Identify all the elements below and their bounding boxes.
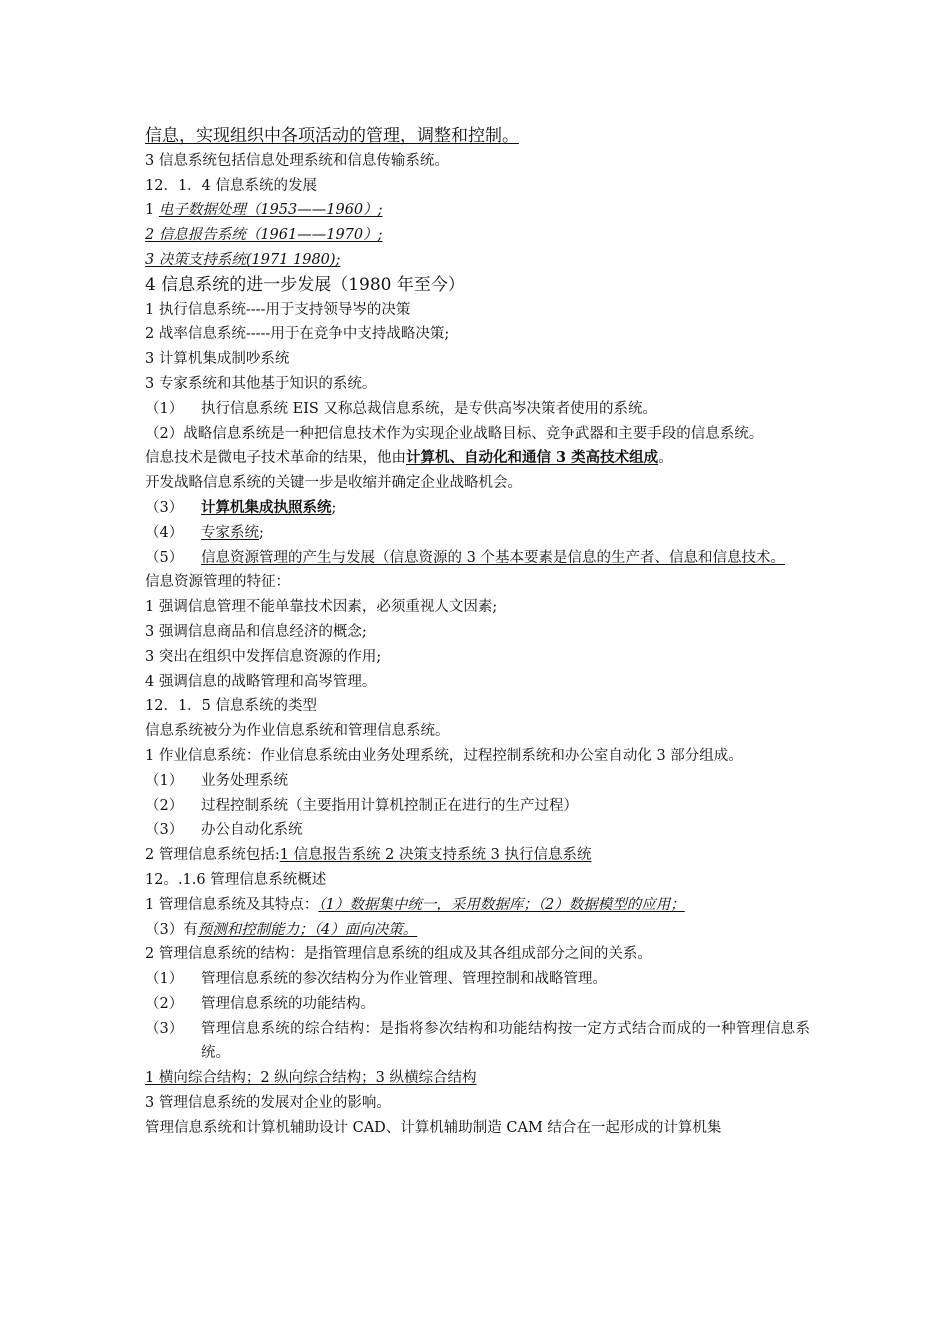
text-line: 4 强调信息的战略管理和高岑管理。 xyxy=(145,673,377,690)
item-text: 业务处理系统 xyxy=(201,772,288,789)
item-text: 信息资源管理的产生与发展（信息资源的 3 个基本要素是信息的生产者、信息和信息技术。 xyxy=(201,549,785,566)
item-number: （5） xyxy=(145,549,184,566)
text-line: 信息系统被分为作业信息系统和管理信息系统。 xyxy=(145,723,450,740)
text-line: 信息，实现组织中各项活动的管理，调整和控制。 xyxy=(145,126,519,146)
text-line: 1 强调信息管理不能单靠技术因素，必须重视人文因素; xyxy=(145,599,498,616)
text-span: 。 xyxy=(658,450,673,467)
text-line xyxy=(145,893,810,918)
item-text: 管理信息系统的综合结构：是指将参次结构和功能结构按一定方式结合而成的一种管理信息系统。 xyxy=(201,1020,810,1062)
text-span: ; xyxy=(331,499,337,516)
text-line: 3 管理信息系统的发展对企业的影响。 xyxy=(145,1095,391,1112)
paragraph: （2）战略信息系统是一种把信息技术作为实现企业战略目标、竞争武器和主要手段的信息系统。 xyxy=(145,425,764,442)
text-line: 4 信息系统的进一步发展（1980 年至今） xyxy=(145,274,465,295)
text-span: （3）有 xyxy=(145,921,198,938)
text-line: 2 战率信息系统-----用于在竞争中支持战略决策; xyxy=(145,326,450,343)
underlined-italic-text: 预测和控制能力；（4）面向决策。 xyxy=(197,921,418,938)
text-line: 2 信息报告系统（1961——1970）; xyxy=(145,227,383,244)
text-line xyxy=(145,918,810,943)
numbered-item xyxy=(145,794,810,819)
text-line: 3 专家系统和其他基于知识的系统。 xyxy=(145,375,377,392)
text-span: 2 管理信息系统包括: xyxy=(145,847,280,864)
item-number: （1） xyxy=(145,772,184,789)
text-line: 3 信息系统包括信息处理系统和信息传输系统。 xyxy=(145,152,449,169)
underlined-text: 专家系统 xyxy=(201,524,259,541)
text-span: ; xyxy=(259,524,264,541)
text-line: 1 执行信息系统----用于支持领导岑的决策 xyxy=(145,301,411,318)
item-number: （3） xyxy=(145,1020,184,1037)
bold-underlined-text: 计算机、自动化和通信 3 类高技术组成 xyxy=(406,449,659,467)
text-line: 2 管理信息系统的结构：是指管理信息系统的组成及其各组成部分之间的关系。 xyxy=(145,946,652,963)
document-body xyxy=(145,124,810,1141)
item-text xyxy=(201,521,810,546)
underlined-italic-text: （1）数据集中统一，采用数据库；（2）数据模型的应用； xyxy=(318,896,685,913)
bold-underlined-text: 计算机集成执照系统 xyxy=(201,498,332,516)
text-line xyxy=(145,446,810,471)
item-text: 办公自动化系统 xyxy=(201,822,303,839)
section-heading: 12．1．5 信息系统的类型 xyxy=(145,698,318,715)
text-line xyxy=(145,198,810,223)
underlined-text: 1 信息报告系统 2 决策支持系统 3 执行信息系统 xyxy=(279,847,592,864)
item-number: （4） xyxy=(145,524,184,541)
numbered-item xyxy=(145,818,810,843)
numbered-item xyxy=(145,769,810,794)
numbered-item xyxy=(145,397,810,422)
numbered-item xyxy=(145,521,810,546)
item-number: （3） xyxy=(145,499,184,516)
underlined-line: 1 横向综合结构；2 纵向综合结构；3 纵横综合结构 xyxy=(145,1070,477,1087)
item-number: （2） xyxy=(145,995,184,1012)
section-heading: 12．1．4 信息系统的发展 xyxy=(145,177,318,194)
numbered-item xyxy=(145,1017,810,1067)
underlined-italic-text: 电子数据处理（1953——1960）; xyxy=(158,202,383,219)
item-text: 管理信息系统的参次结构分为作业管理、管理控制和战略管理。 xyxy=(201,971,607,988)
text-span: 1 管理信息系统及其特点： xyxy=(145,896,319,913)
text-line: 管理信息系统和计算机辅助设计 CAD、计算机辅助制造 CAM 结合在一起形成的计算机集 xyxy=(145,1119,722,1136)
item-text: 执行信息系统 EIS 又称总裁信息系统，是专供高岑决策者使用的系统。 xyxy=(201,400,657,417)
item-number: （1） xyxy=(145,971,184,988)
item-text: 管理信息系统的功能结构。 xyxy=(201,995,375,1012)
text-line: 3 计算机集成制吵系统 xyxy=(145,351,290,368)
text-line: 3 强调信息商品和信息经济的概念; xyxy=(145,623,367,640)
item-text xyxy=(201,496,810,521)
item-text: 过程控制系统（主要指用计算机控制正在进行的生产过程） xyxy=(201,797,578,814)
text-line: 信息资源管理的特征： xyxy=(145,574,290,591)
numbered-item xyxy=(145,967,810,992)
item-number: （2） xyxy=(145,797,184,814)
numbered-item xyxy=(145,546,810,571)
text-line: 3 突出在组织中发挥信息资源的作用; xyxy=(145,648,382,665)
text-line: 开发战略信息系统的关键一步是收缩并确定企业战略机会。 xyxy=(145,475,522,492)
item-number: （1） xyxy=(145,400,184,417)
numbered-item xyxy=(145,992,810,1017)
paragraph: 1 作业信息系统：作业信息系统由业务处理系统，过程控制系统和办公室自动化 3 部分组成。 xyxy=(145,747,743,764)
text-span: 信息技术是微电子技术革命的结果，他由 xyxy=(145,450,406,467)
item-number: （3） xyxy=(145,822,184,839)
numbered-item xyxy=(145,496,810,521)
text-line xyxy=(145,843,810,868)
list-number: 1 xyxy=(145,202,159,219)
section-heading: 12。.1.6 管理信息系统概述 xyxy=(145,871,327,888)
text-line: 3 决策支持系统(1971 1980); xyxy=(145,251,341,268)
